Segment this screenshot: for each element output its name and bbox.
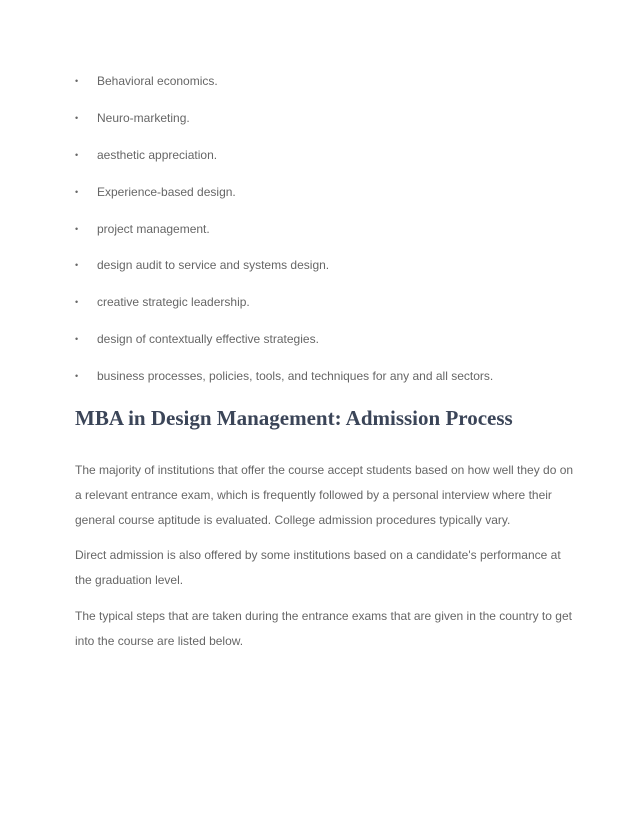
list-item bbox=[75, 256, 595, 293]
section-heading: MBA in Design Management: Admission Process bbox=[75, 406, 513, 430]
list-item bbox=[75, 109, 595, 146]
list-item bbox=[75, 183, 595, 220]
bullet-icon: • bbox=[75, 334, 79, 345]
bullet-icon: • bbox=[75, 112, 79, 123]
list-item bbox=[75, 367, 595, 404]
paragraph-admission-overview: The majority of institutions that offer the course accept students based on how well they do on a relevant entrance exam, which is frequently followed by a personal interview where their general course aptitude is evaluated. College admission procedures typically vary. bbox=[75, 463, 574, 527]
list-item bbox=[75, 72, 595, 109]
list-item-text: project management. bbox=[97, 221, 210, 236]
bullet-icon: • bbox=[75, 297, 79, 308]
list-item-text: aesthetic appreciation. bbox=[97, 147, 218, 162]
list-item-text: Neuro-marketing. bbox=[97, 110, 190, 125]
list-item-text: Experience-based design. bbox=[97, 184, 236, 199]
paragraph-entrance-steps: The typical steps that are taken during the entrance exams that are given in the country to get into the course are listed below. bbox=[75, 609, 572, 648]
bullet-icon: • bbox=[75, 260, 79, 271]
bullet-icon: • bbox=[75, 186, 79, 197]
bullet-icon: • bbox=[75, 371, 79, 382]
bullet-icon: • bbox=[75, 223, 79, 234]
list-item-text: creative strategic leadership. bbox=[97, 295, 250, 310]
list-item-text: Behavioral economics. bbox=[97, 74, 218, 88]
bullet-list bbox=[75, 72, 595, 404]
bullet-icon: • bbox=[75, 149, 79, 160]
list-item bbox=[75, 293, 595, 330]
list-item bbox=[75, 220, 595, 257]
list-item-text: design audit to service and systems design. bbox=[97, 258, 330, 273]
bullet-icon: • bbox=[75, 76, 79, 86]
list-item bbox=[75, 146, 595, 183]
list-item-text: business processes, policies, tools, and techniques for any and all sectors. bbox=[97, 369, 494, 384]
list-item bbox=[75, 330, 595, 367]
list-item-text: design of contextually effective strategies. bbox=[97, 332, 319, 347]
paragraph-direct-admission: Direct admission is also offered by some institutions based on a candidate's performance at the graduation level. bbox=[75, 548, 561, 587]
